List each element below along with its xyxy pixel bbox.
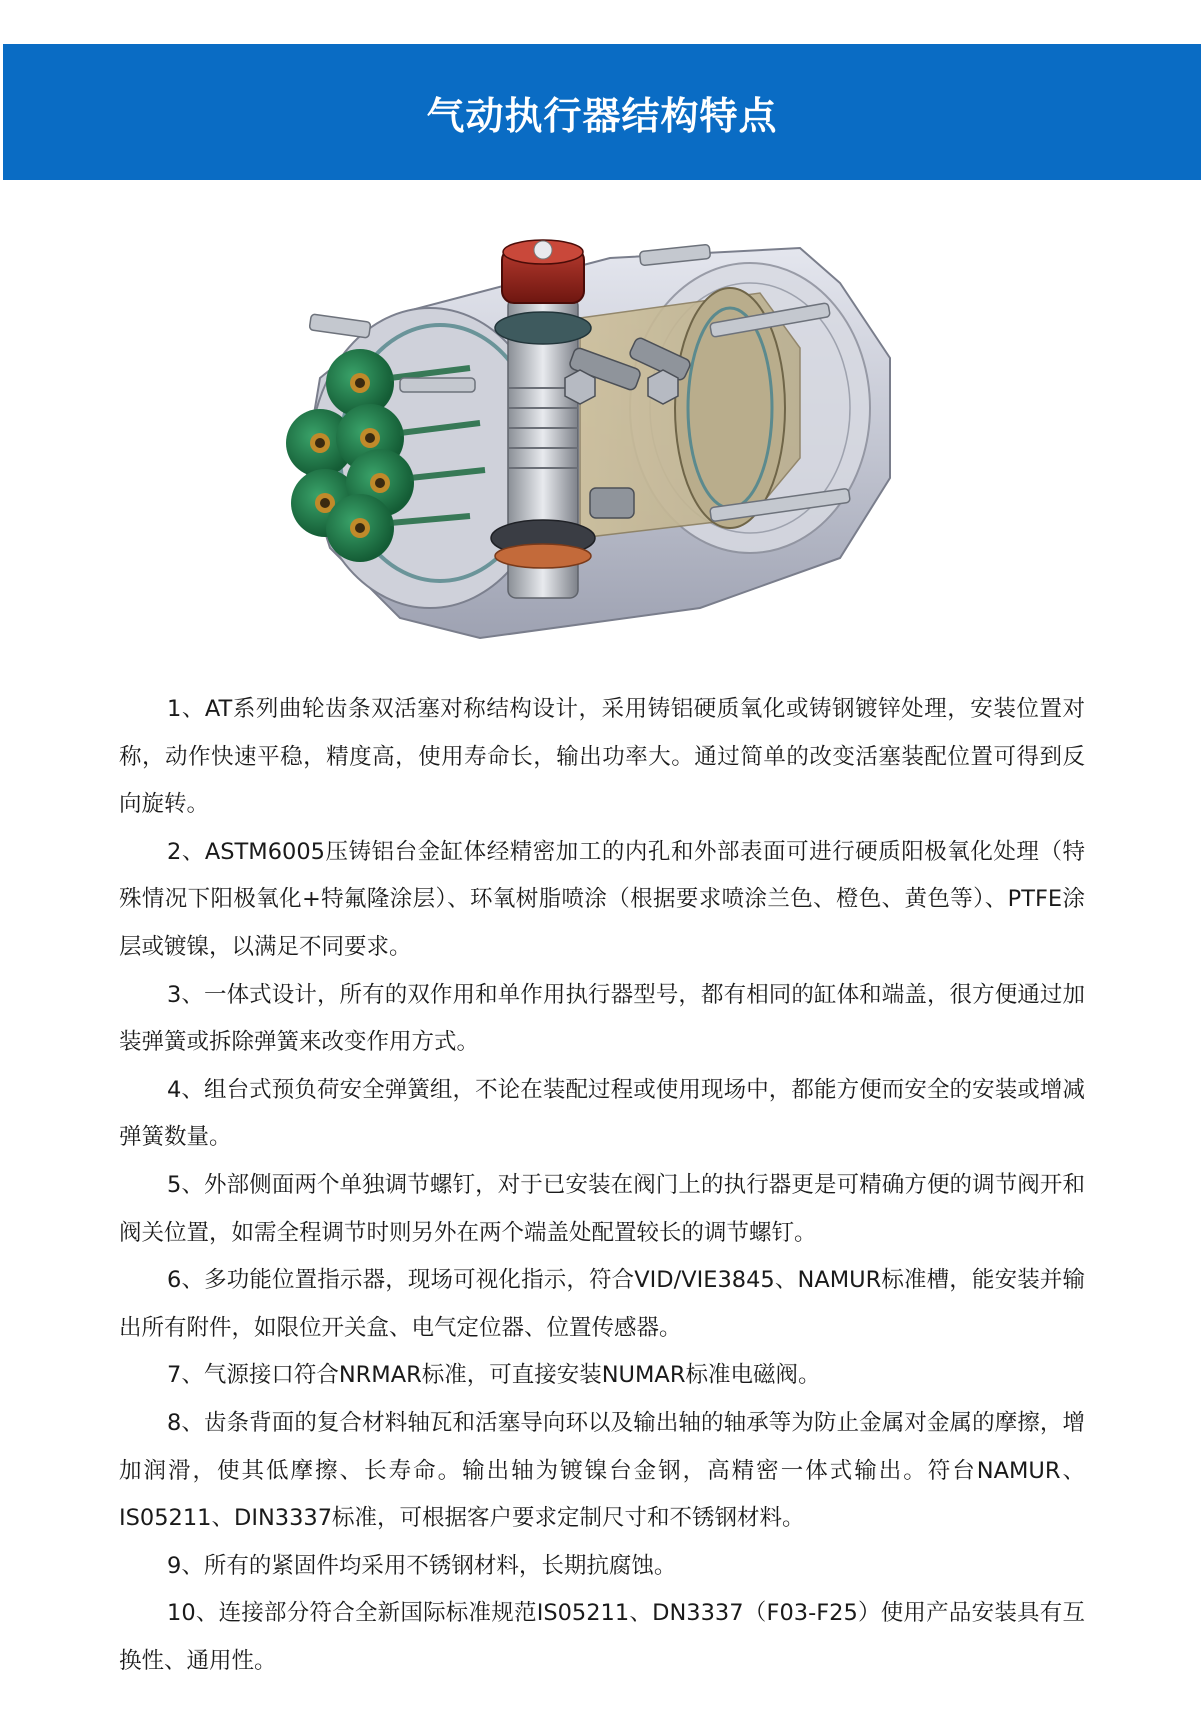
page-title: 气动执行器结构特点: [426, 93, 778, 138]
feature-paragraph-1: 1、AT系列曲轮齿条双活塞对称结构设计，采用铸铝硬质氧化或铸钢镀锌处理，安装位置对称，动作快速平稳，精度高，使用寿命长，输出功率大。通过简单的改变活塞装配位置可得到反向旋转。: [119, 696, 1085, 818]
feature-list: [119, 686, 1085, 1685]
feature-paragraph-2: 2、ASTM6005压铸铝台金缸体经精密加工的内孔和外部表面可进行硬质阳极氧化处理（特殊情况下阳极氧化+特氟隆涂层）、环氧树脂喷涂（根据要求喷涂兰色、橙色、黄色等）、PTFE涂层或镀镍，以满足不同要求。: [119, 838, 1085, 960]
pneumatic-actuator-cutaway-image: [280, 238, 920, 658]
feature-paragraph-8: 8、齿条背面的复合材料轴瓦和活塞导向环以及输出轴的轴承等为防止金属对金属的摩擦，增加润滑，使其低摩擦、长寿命。输出轴为镀镍台金钢，高精密一体式输出。符台NAMUR、IS05211、DIN3337标准，可根据客户要求定制尺寸和不锈钢材料。: [119, 1409, 1085, 1532]
feature-paragraph-6: 6、多功能位置指示器，现场可视化指示，符合VID/VIE3845、NAMUR标准槽，能安装并输出所有附件，如限位开关盒、电气定位器、位置传感器。: [119, 1267, 1085, 1341]
feature-paragraph-3: 3、一体式设计，所有的双作用和单作用执行器型号，都有相同的缸体和端盖，很方便通过加装弹簧或拆除弹簧来改变作用方式。: [119, 981, 1085, 1056]
feature-paragraph-4: 4、组台式预负荷安全弹簧组，不论在装配过程或使用现场中，都能方便而安全的安装或增减弹簧数量。: [119, 1076, 1085, 1151]
feature-paragraph-9: 9、所有的紧固件均采用不锈钢材料，长期抗腐蚀。: [167, 1552, 677, 1579]
header-bar: [3, 44, 1201, 180]
feature-paragraph-5: 5、外部侧面两个单独调节螺钉，对于已安装在阀门上的执行器更是可精确方便的调节阀开和阀关位置，如需全程调节时则另外在两个端盖处配置较长的调节螺钉。: [119, 1171, 1085, 1246]
feature-paragraph-10: 10、连接部分符合全新国际标准规范IS05211、DN3337（F03-F25）使用产品安装具有互换性、通用性。: [119, 1600, 1085, 1674]
feature-paragraph-7: 7、气源接口符合NRMAR标准，可直接安装NUMAR标准电磁阀。: [167, 1362, 821, 1389]
